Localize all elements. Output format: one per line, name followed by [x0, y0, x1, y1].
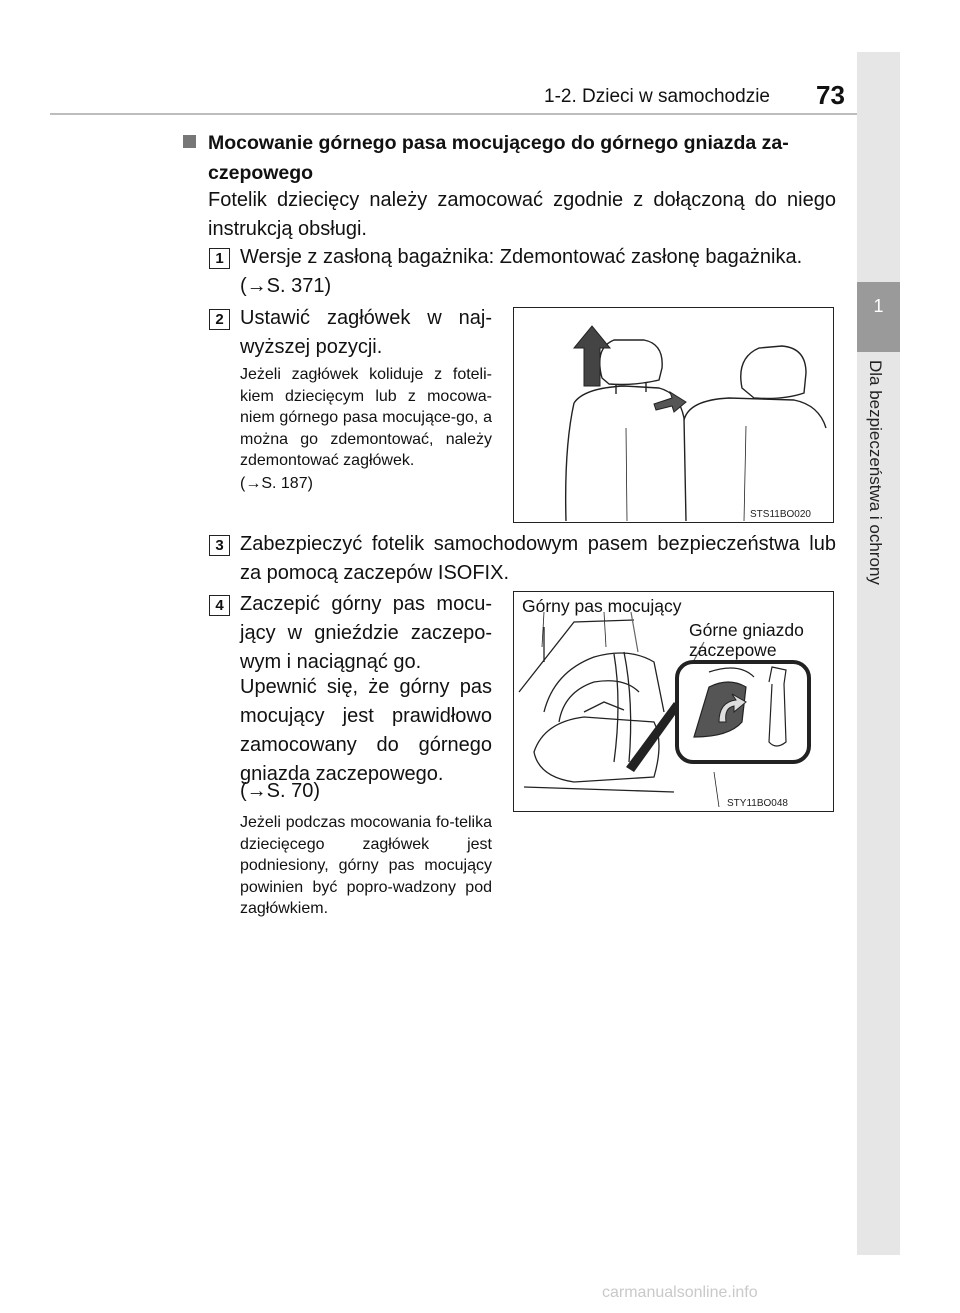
step-4-number: 4 [209, 595, 230, 616]
section-heading: Mocowanie górnego pasa mocującego do górnego gniazda za-czepowego [208, 132, 789, 184]
heading-bullet-icon [183, 135, 196, 148]
step-1-number: 1 [209, 248, 230, 269]
top-tether-figure [513, 591, 834, 812]
header-rule [50, 113, 860, 115]
figure-code: STY11BO048 [727, 798, 788, 809]
step-4-ref-link[interactable]: (→S. 70) [240, 780, 321, 802]
step-3-number: 3 [209, 535, 230, 556]
headrest-figure [513, 307, 834, 523]
chapter-tab[interactable] [857, 282, 900, 352]
label-top-tether: Górny pas mocujący [522, 596, 682, 616]
label-anchor-line-1: Górne gniazdo [689, 620, 804, 640]
step-1-ref-link[interactable]: (→S. 371) [240, 275, 332, 297]
step-2-text: Ustawić zagłówek w naj-wyższej pozycji. [240, 307, 492, 358]
chapter-title: Dla bezpieczeństwa i ochrony [866, 360, 885, 585]
chapter-sidebar [857, 52, 900, 1255]
step-1-text: Wersje z zasłoną bagażnika: Zdemontować zasłonę bagażnika. [240, 246, 803, 268]
step-2-note: Jeżeli zagłówek koliduje z foteli-kiem dziecięcym lub z mocowa-niem górnego pasa mocujące-go, a można go zdemontować, należy zdemontować zagłówek. [240, 366, 492, 469]
label-anchor-line-2: zaczepowe [689, 640, 777, 660]
chapter-tab-number: 1 [873, 296, 884, 316]
headrest-illustration-icon [514, 308, 832, 521]
step-4-sub: Upewnić się, że górny pas mocujący jest prawidłowo zamocowany do górnego gniazda zaczepowego. [240, 676, 492, 785]
intro-paragraph: Fotelik dziecięcy należy zamocować zgodnie z dołączoną do niego instrukcją obsługi. [208, 189, 836, 240]
step-2-ref-link[interactable]: (→S. 187) [240, 475, 313, 492]
step-4-text: Zaczepić górny pas mocu-jący w gnieździe zaczepo-wym i naciągnąć go. [240, 593, 492, 673]
footer-watermark: carmanualsonline.info [602, 1284, 758, 1301]
section-title: 1-2. Dzieci w samochodzie [544, 86, 770, 107]
step-3-text: Zabezpieczyć fotelik samochodowym pasem bezpieczeństwa lub za pomocą zaczepów ISOFIX. [240, 533, 836, 584]
page-number: 73 [816, 80, 845, 110]
step-2-number: 2 [209, 309, 230, 330]
step-4-note: Jeżeli podczas mocowania fo-telika dziecięcego zagłówek jest podniesiony, górny pas mocujący powinien być popro-wadzony pod zagłówkiem. [240, 814, 492, 917]
figure-code: STS11BO020 [750, 509, 811, 520]
